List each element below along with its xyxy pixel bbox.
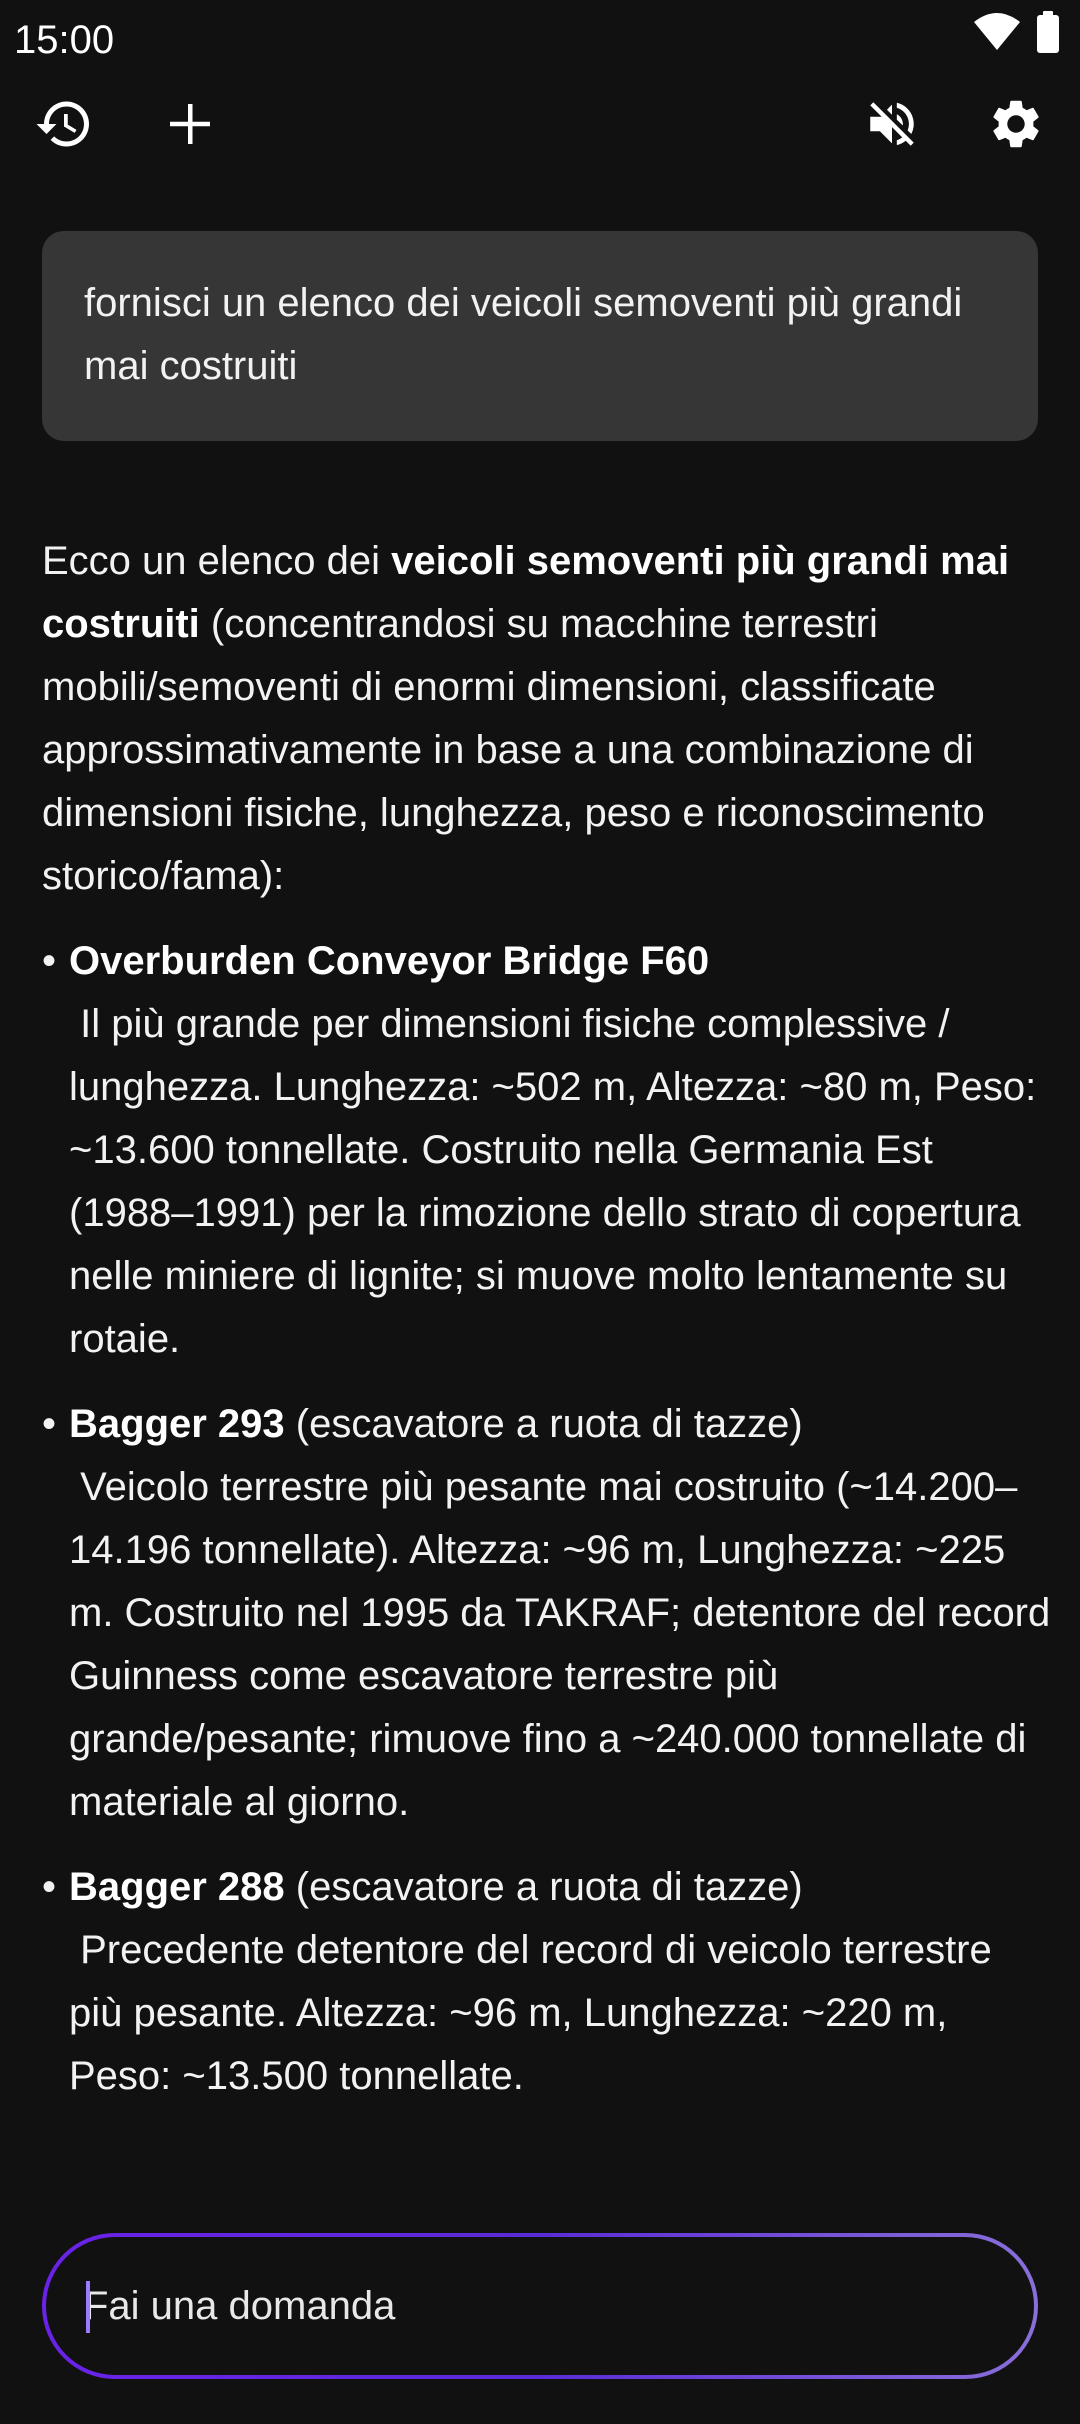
top-toolbar (0, 80, 1080, 172)
bullet: • (42, 939, 57, 983)
question-input-inner (46, 2237, 1034, 2375)
question-input[interactable] (84, 2237, 984, 2375)
user-prompt-text: fornisci un elenco dei veicoli semoventi più grandi mai costruiti (84, 281, 963, 388)
status-icons (972, 10, 1060, 58)
status-time: 15:00 (14, 18, 115, 62)
assistant-response (42, 530, 1062, 2130)
history-icon (34, 94, 94, 158)
item-subtitle: (escavatore a ruota di tazze) (284, 1865, 803, 1909)
mute-button[interactable] (846, 80, 938, 172)
list-item (42, 1393, 1062, 1834)
item-title: Overburden Conveyor Bridge F60 (69, 939, 710, 983)
intro-suffix: (concentrandosi su macchine terrestri mobili/semoventi di enormi dimensioni, classificate approssimativamente in base a una combinazione di dimensioni fisiche, lunghezza, peso e riconoscimento storico/fama): (42, 602, 985, 898)
settings-button[interactable] (970, 80, 1062, 172)
intro-prefix: Ecco un elenco dei (42, 539, 392, 583)
history-button[interactable] (18, 80, 110, 172)
bullet: • (42, 1402, 57, 1446)
battery-icon (1036, 11, 1060, 57)
status-bar (0, 0, 1080, 80)
new-chat-button[interactable] (144, 80, 236, 172)
bullet: • (42, 1865, 57, 1909)
text-cursor (86, 2281, 90, 2333)
volume-off-icon (863, 95, 921, 157)
wifi-icon (972, 12, 1022, 56)
item-title: Bagger 293 (69, 1402, 285, 1446)
list-item (42, 930, 1052, 1371)
item-subtitle: (escavatore a ruota di tazze) (284, 1402, 803, 1446)
settings-icon (987, 95, 1045, 157)
intro-bold: veicoli semoventi più grandi mai costruiti (42, 539, 1010, 646)
user-prompt-bubble (42, 231, 1038, 441)
response-intro (42, 530, 1052, 908)
item-description: Veicolo terrestre più pesante mai costruito (~14.200–14.196 tonnellate). Altezza: ~96 m, Lunghezza: ~225 m. Costruito nel 1995 da TAKRAF; detentore del record Guinness come escavatore terrestre più grande/pesante; rimuove fino a ~240.000 tonnellate di materiale al giorno. (69, 1465, 1062, 1824)
item-description: Precedente detentore del record di veicolo terrestre più pesante. Altezza: ~96 m, Lunghezza: ~220 m, Peso: ~13.500 tonnellate. (69, 1928, 1003, 2098)
list-item (42, 1856, 1052, 2108)
question-input-container (42, 2233, 1038, 2379)
item-description: Il più grande per dimensioni fisiche complessive / lunghezza. Lunghezza: ~502 m, Altezza: ~80 m, Peso: ~13.600 tonnellate. Costruito nella Germania Est (1988–1991) per la rimozione dello strato di copertura nelle miniere di lignite; si muove molto lentamente su rotaie. (69, 1002, 1048, 1361)
vehicle-list (42, 930, 1062, 2108)
plus-icon (168, 102, 212, 150)
item-title: Bagger 288 (69, 1865, 285, 1909)
